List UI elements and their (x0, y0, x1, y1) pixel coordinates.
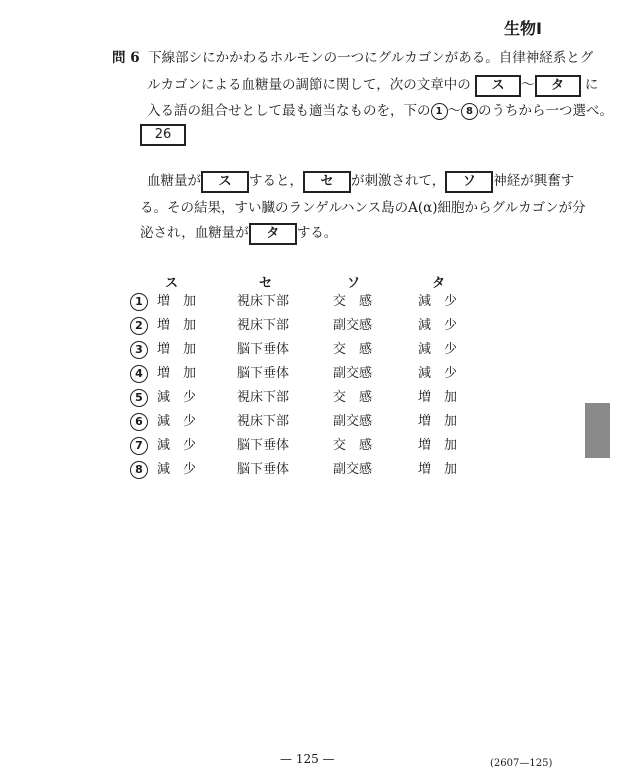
cell-so: 交 感 (333, 294, 373, 309)
cell-so: 副交感 (333, 462, 373, 477)
passage-box-se: セ (303, 171, 351, 193)
choice-number: 3 (130, 341, 148, 359)
passage-text-6: する。 (296, 225, 338, 241)
circle-tilde: 〜 (447, 103, 461, 119)
cell-so: 副交感 (333, 366, 373, 381)
column-header-so: ソ (347, 276, 361, 291)
question-text-2: ルカゴンによる血糖量の調節に関して，次の文章中の (147, 77, 471, 93)
passage-text-5: 泌され，血糖量が (140, 225, 249, 241)
choice-circle-first: 1 (431, 103, 448, 120)
table-row (0, 314, 620, 338)
table-row (0, 410, 620, 434)
passage-text-4: 神経が興奮す (493, 173, 575, 189)
cell-su: 増 加 (157, 366, 197, 381)
cell-ta: 減 少 (418, 294, 458, 309)
cell-su: 増 加 (157, 294, 197, 309)
cell-se: 脳下垂体 (237, 342, 290, 357)
table-row (0, 362, 620, 386)
blank-box-ta: タ (535, 75, 581, 97)
table-row (0, 338, 620, 362)
cell-ta: 増 加 (418, 414, 458, 429)
question-text-2-end: に (584, 77, 599, 93)
range-tilde: 〜 (521, 77, 535, 93)
choice-number: 2 (130, 317, 148, 335)
column-header-se: セ (259, 276, 273, 291)
choice-number: 5 (130, 389, 148, 407)
question-line-1 (112, 46, 593, 70)
choice-number: 4 (130, 365, 148, 383)
passage-text-1: 血糖量が (147, 173, 201, 189)
question-text-1: 下線部シにかかわるホルモンの一つにグルカゴンがある。自律神経系とグ (148, 50, 594, 66)
page-number: — 125 — (280, 752, 335, 766)
cell-se: 脳下垂体 (237, 366, 290, 381)
cell-se: 視床下部 (237, 318, 290, 333)
column-header-ta: タ (432, 276, 446, 291)
question-line-2 (147, 73, 598, 97)
passage-line-1 (147, 168, 574, 195)
cell-ta: 増 加 (418, 438, 458, 453)
page-code: (2607—125) (490, 758, 553, 769)
cell-se: 脳下垂体 (237, 438, 290, 453)
cell-se: 脳下垂体 (237, 462, 290, 477)
question-line-3 (147, 99, 613, 123)
passage-line-2: る。その結果，すい臓のランゲルハンス島のA(α)細胞からグルカゴンが分 (140, 200, 586, 216)
cell-ta: 減 少 (418, 318, 458, 333)
cell-su: 減 少 (157, 462, 197, 477)
answer-number-box-wrap (140, 124, 186, 146)
table-row (0, 434, 620, 458)
passage-line-3 (140, 220, 337, 247)
choice-number: 7 (130, 437, 148, 455)
subject-title: 生物Ⅰ (504, 19, 542, 38)
choice-circle-last: 8 (461, 103, 478, 120)
cell-ta: 減 少 (418, 342, 458, 357)
cell-so: 交 感 (333, 438, 373, 453)
table-row (0, 386, 620, 410)
question-text-3: 入る語の組合せとして最も適当なものを，下の (147, 103, 431, 119)
column-header-su: ス (165, 276, 179, 291)
cell-ta: 増 加 (418, 390, 458, 405)
question-number: 問 6 (112, 50, 140, 66)
cell-se: 視床下部 (237, 390, 290, 405)
blank-box-su: ス (475, 75, 521, 97)
cell-su: 増 加 (157, 318, 197, 333)
passage-box-ta: タ (249, 223, 297, 245)
choice-number: 8 (130, 461, 148, 479)
cell-so: 副交感 (333, 414, 373, 429)
table-row (0, 290, 620, 314)
passage-box-so: ソ (445, 171, 493, 193)
passage-text-3: が刺激されて， (351, 173, 446, 189)
choice-number: 1 (130, 293, 148, 311)
cell-su: 減 少 (157, 390, 197, 405)
cell-ta: 増 加 (418, 462, 458, 477)
cell-se: 視床下部 (237, 294, 290, 309)
cell-su: 減 少 (157, 414, 197, 429)
cell-ta: 減 少 (418, 366, 458, 381)
cell-su: 増 加 (157, 342, 197, 357)
answer-number-box: 26 (140, 124, 186, 146)
cell-su: 減 少 (157, 438, 197, 453)
cell-se: 視床下部 (237, 414, 290, 429)
cell-so: 副交感 (333, 318, 373, 333)
passage-text-2: すると， (249, 173, 303, 189)
table-row (0, 458, 620, 482)
cell-so: 交 感 (333, 390, 373, 405)
choice-number: 6 (130, 413, 148, 431)
question-text-3-end: のうちから一つ選べ。 (478, 103, 613, 119)
side-index-tab (585, 403, 610, 458)
cell-so: 交 感 (333, 342, 373, 357)
passage-box-su: ス (201, 171, 249, 193)
